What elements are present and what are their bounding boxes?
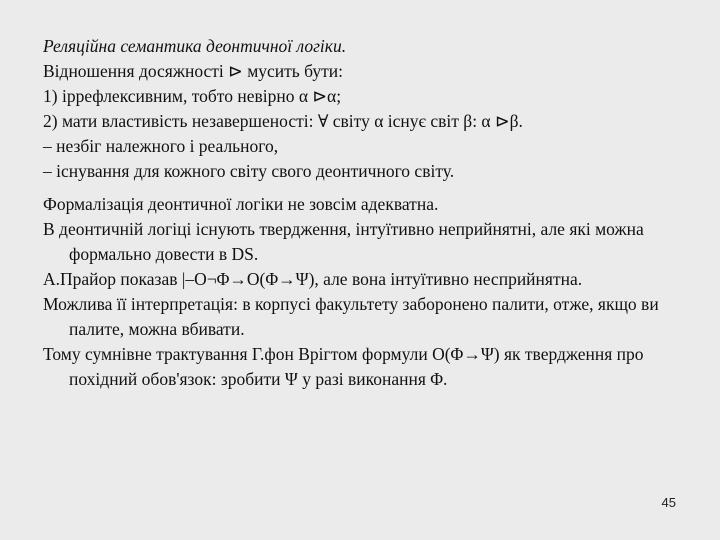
slide-title: Реляційна семантика деонтичної логіки. bbox=[43, 36, 347, 56]
text-line: 1) іррефлексивним, тобто невірно α ⊳α; bbox=[43, 86, 342, 106]
paragraph: Тому сумнівне трактування Г.фон Врігтом формули O(Φ→Ψ) як твердження про похідний обов'язок: зробити Ψ у разі виконання Φ. bbox=[43, 344, 644, 389]
text-line: – існування для кожного світу свого деонтичного світу. bbox=[43, 161, 455, 181]
paragraph: А.Прайор показав |–O¬Φ→O(Φ→Ψ), але вона інтуїтивно несприйнятна. bbox=[43, 269, 583, 289]
spacer bbox=[43, 184, 693, 192]
page-number: 45 bbox=[661, 495, 676, 510]
text-line: – незбіг належного і реального, bbox=[43, 136, 279, 156]
paragraph: В деонтичній логіці існують твердження, інтуїтивно неприйнятні, але які можна формально довести в DS. bbox=[43, 219, 644, 264]
paragraph: Можлива її інтерпретація: в корпусі факультету заборонено палити, отже, якщо ви палите, можна вбивати. bbox=[43, 294, 659, 339]
text-line: Відношення досяжності ⊳ мусить бути: bbox=[43, 61, 344, 81]
paragraph: Формалізація деонтичної логіки не зовсім адекватна. bbox=[43, 194, 439, 214]
text-line: 2) мати властивість незавершеності: ∀ світу α існує світ β: α ⊳β. bbox=[43, 111, 523, 131]
slide-content bbox=[43, 34, 693, 392]
